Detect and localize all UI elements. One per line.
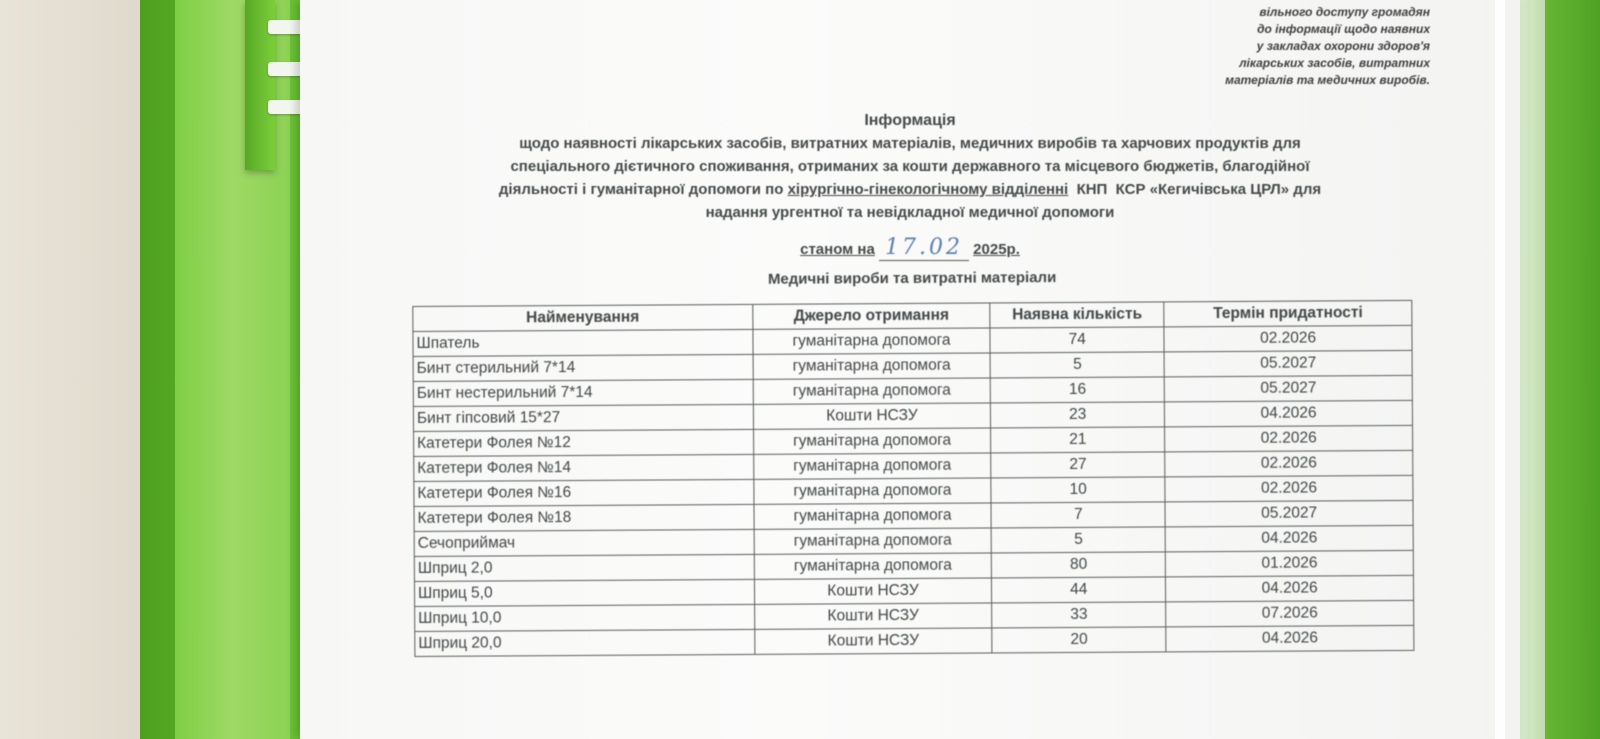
cell-name: Шприц 20,0 [415,629,755,656]
subtitle-text: діяльності і гуманітарної допомоги по [498,181,788,198]
cell-name: Сечоприймач [414,529,754,556]
cell-source: гуманітарна допомога [754,553,992,579]
cell-expiry: 02.2026 [1164,325,1412,352]
corner-note [1130,4,1430,89]
cell-source: гуманітарна допомога [753,378,991,404]
cell-quantity: 21 [991,427,1165,453]
cell-name: Бинт нестерильний 7*14 [413,379,753,406]
cell-expiry: 05.2027 [1164,375,1412,402]
cell-expiry: 01.2026 [1165,550,1413,577]
subtitle-line: спеціального дієтичного споживання, отриманих за кошти державного та місцевого бюджетів, благодійної [510,158,1310,175]
cell-name: Катетери Фолея №14 [414,454,754,481]
header-source: Джерело отримання [752,303,990,329]
cell-name: Бинт стерильний 7*14 [413,354,753,381]
header-expiry: Термін придатності [1164,300,1412,327]
subtitle-line [300,178,1520,201]
date-suffix: 2025р. [973,241,1020,258]
cell-quantity: 7 [991,502,1165,528]
document-subtitle [300,132,1520,224]
cell-quantity: 27 [991,452,1165,478]
cell-expiry: 04.2026 [1166,575,1414,602]
cell-quantity: 10 [991,477,1165,503]
cell-expiry: 07.2026 [1166,600,1414,627]
cell-source: гуманітарна допомога [754,528,992,554]
table-caption: Медичні вироби та витратні матеріали [767,269,1057,288]
cell-expiry: 04.2026 [1165,525,1413,552]
cell-quantity: 80 [992,552,1166,578]
header-quantity: Наявна кількість [990,302,1164,328]
cell-source: Кошти НСЗУ [753,403,991,429]
corner-note-line: матеріалів та медичних виробів. [1225,73,1430,87]
cell-quantity: 5 [992,527,1166,553]
subtitle-line: надання ургентної та невідкладної медичної допомоги [705,204,1115,221]
cell-name: Катетери Фолея №18 [414,504,754,531]
department-name: хірургічно-гінекологічному відділенні [787,181,1069,198]
cell-quantity: 23 [991,402,1165,428]
corner-note-line: лікарських засобів, витратних [1239,56,1430,70]
corner-note-line: у закладах охорони здоров'я [1256,39,1430,53]
cell-quantity: 5 [990,352,1164,378]
cell-quantity: 16 [991,377,1165,403]
cell-name: Катетери Фолея №12 [414,429,754,456]
cell-quantity: 33 [992,602,1166,628]
cell-source: гуманітарна допомога [753,478,991,504]
cell-name: Шприц 5,0 [414,579,754,606]
document-title: Інформація [864,112,956,129]
inventory-table-block [412,256,1414,657]
wall [0,0,150,739]
cell-source: гуманітарна допомога [753,328,991,354]
cell-quantity: 44 [992,577,1166,603]
cell-source: гуманітарна допомога [753,353,991,379]
cell-expiry: 05.2027 [1164,350,1412,377]
subtitle-text: КНП КСР «Кегичівська ЦРЛ» для [1068,181,1322,198]
corner-note-line: до інформації щодо наявних [1257,22,1430,36]
cell-source: Кошти НСЗУ [754,628,992,654]
cell-name: Бинт гіпсовий 15*27 [413,404,753,431]
cell-quantity: 20 [992,627,1166,653]
inventory-table [412,300,1414,657]
cell-name: Шпатель [413,329,753,356]
handwritten-date: 17.02 [879,235,969,261]
cell-quantity: 74 [990,327,1164,353]
header-name: Найменування [413,304,753,331]
date-prefix: станом на [800,241,875,258]
cell-source: Кошти НСЗУ [754,603,992,629]
cell-expiry: 05.2027 [1165,500,1413,527]
cell-expiry: 02.2026 [1165,425,1413,452]
cell-name: Шприц 10,0 [415,604,755,631]
cell-name: Шприц 2,0 [414,554,754,581]
cell-source: гуманітарна допомога [753,428,991,454]
sleeve-glare [1495,0,1505,739]
corner-note-line: вільного доступу громадян [1259,5,1430,19]
cell-expiry: 04.2026 [1165,400,1413,427]
cell-source: гуманітарна допомога [753,453,991,479]
cell-expiry: 02.2026 [1165,450,1413,477]
subtitle-line: щодо наявності лікарських засобів, витратних матеріалів, медичних виробів та харчових продуктів для [519,135,1301,152]
cell-source: гуманітарна допомога [754,503,992,529]
cell-name: Катетери Фолея №16 [414,479,754,506]
cell-source: Кошти НСЗУ [754,578,992,604]
cell-expiry: 04.2026 [1166,625,1414,652]
cell-expiry: 02.2026 [1165,475,1413,502]
